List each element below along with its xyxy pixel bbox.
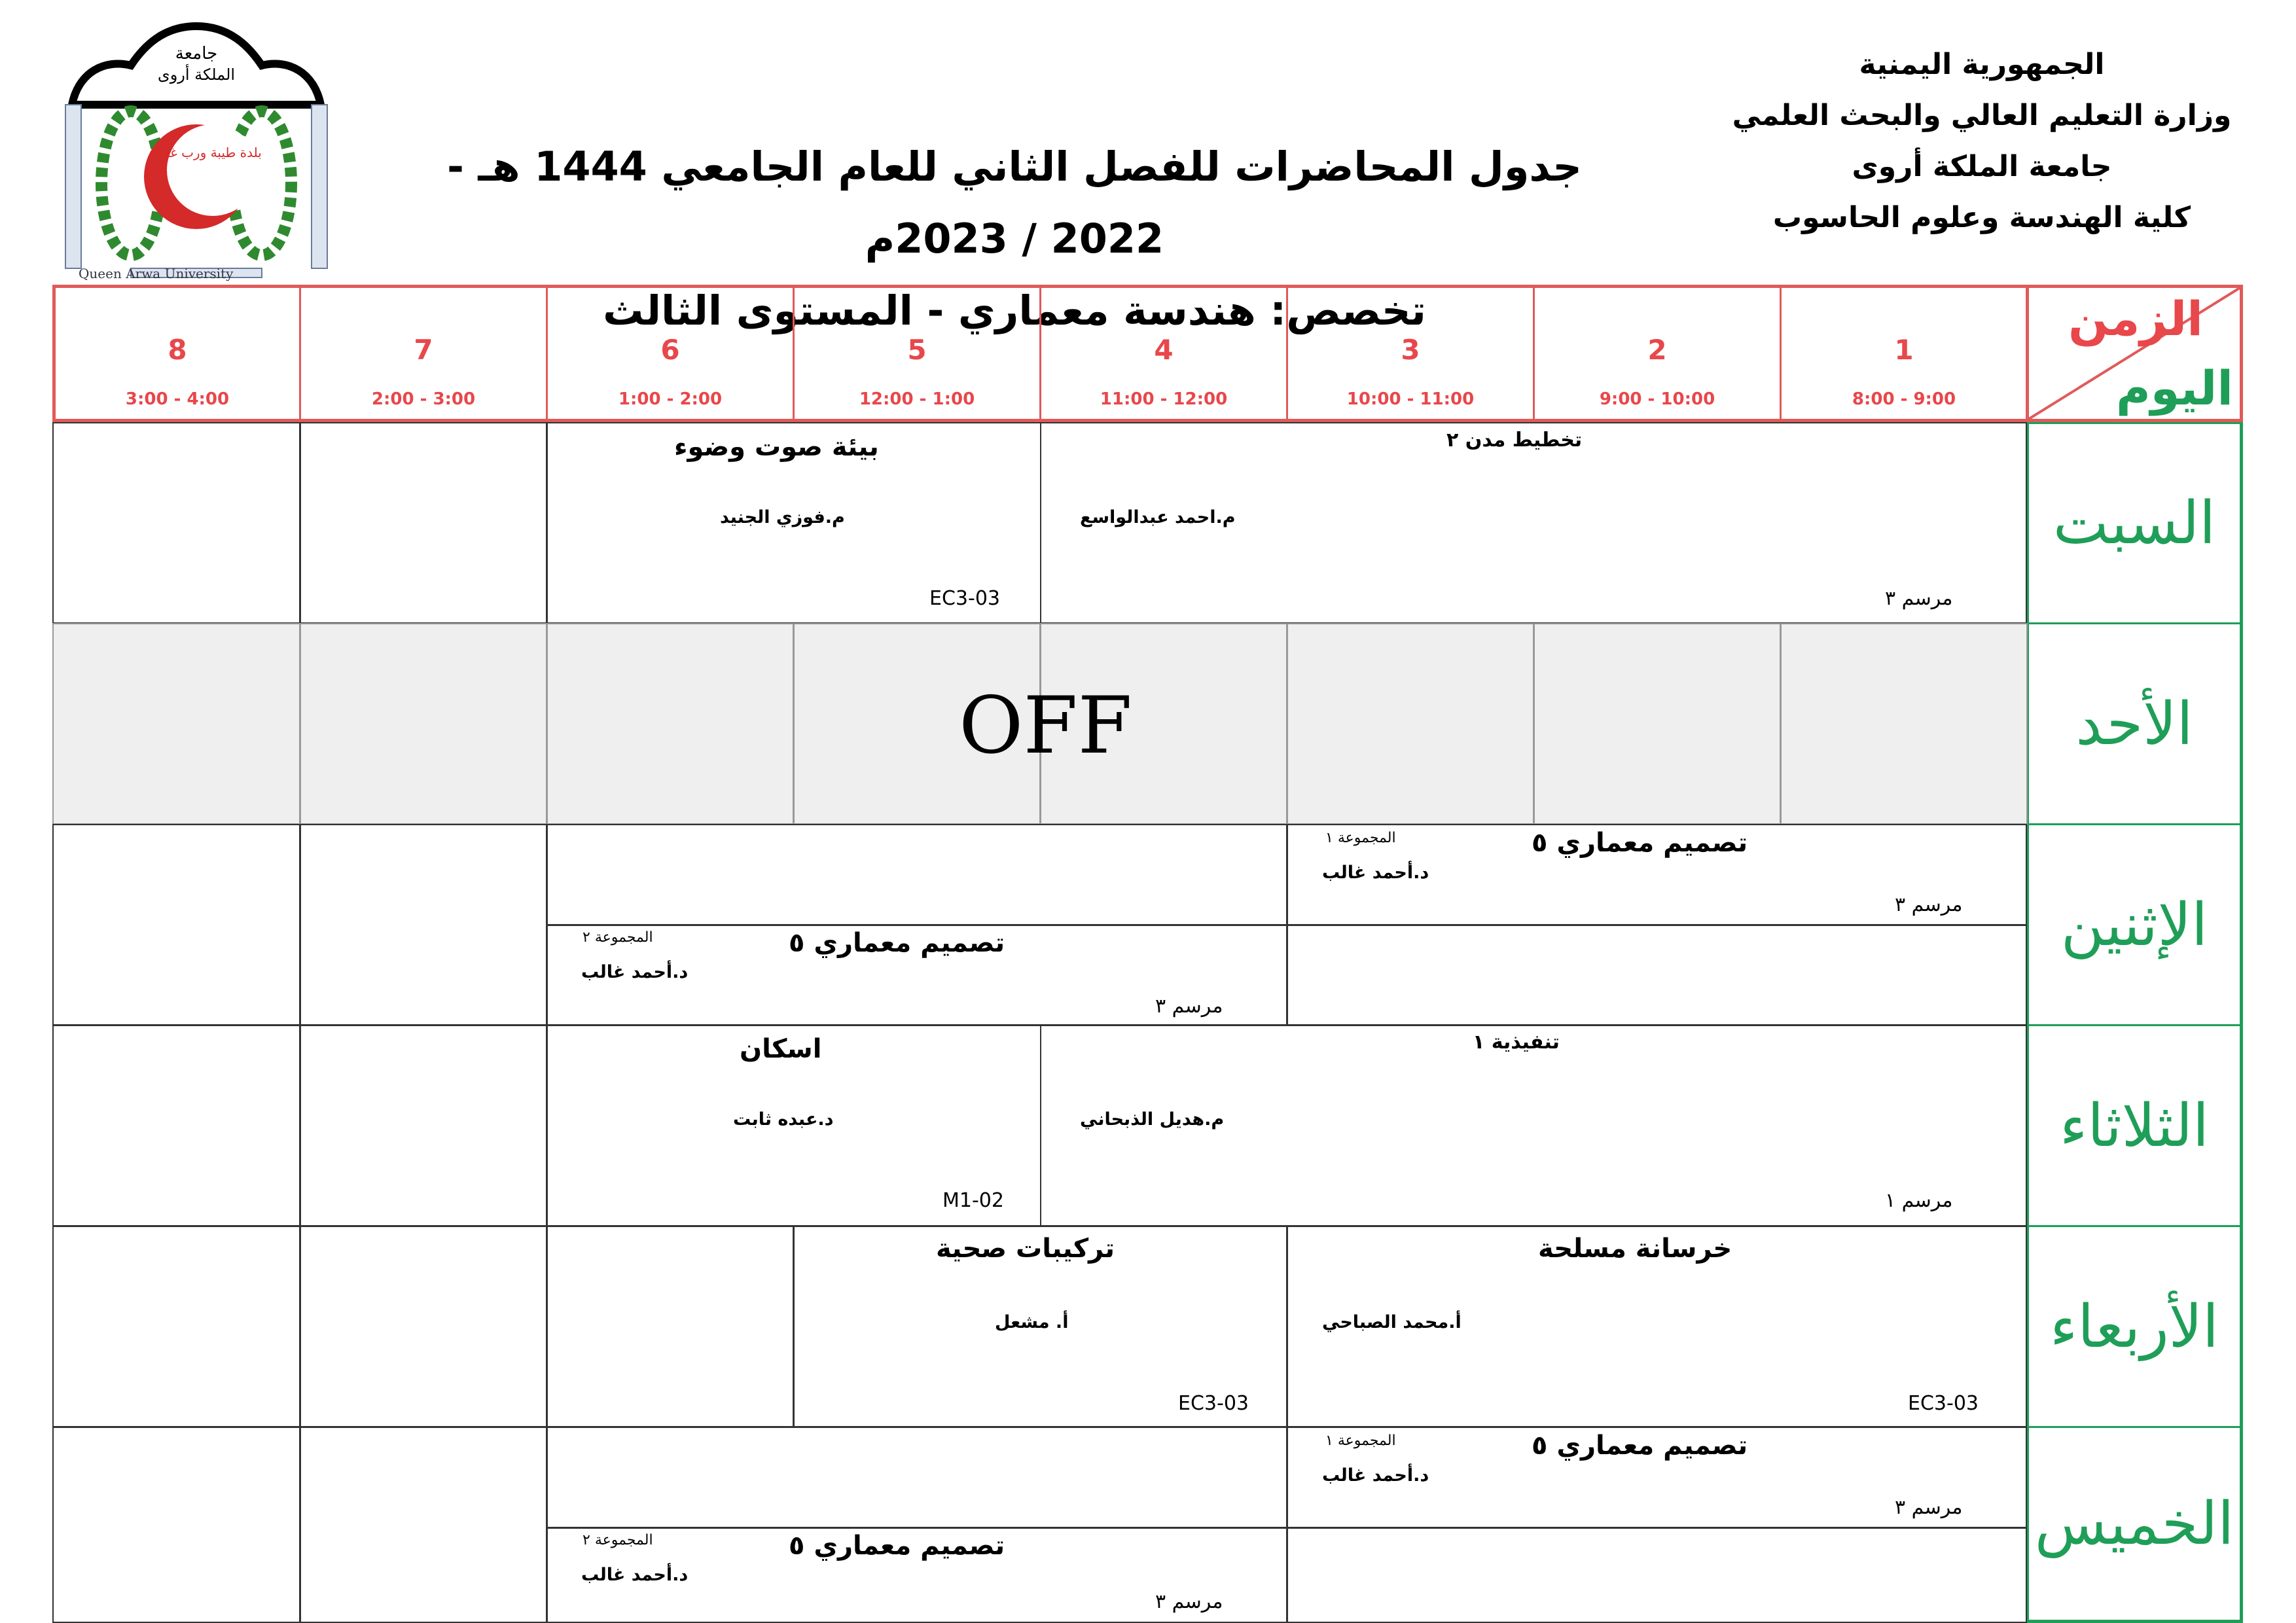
cell-mon-empty-bottom <box>1287 925 2027 1026</box>
corner-cell <box>2026 285 2243 422</box>
period-number: 1 <box>1894 334 1914 366</box>
course-title: تصميم معماري ٥ <box>789 1531 1005 1561</box>
group-label: المجموعة ١ <box>1325 1433 1396 1449</box>
day-tuesday: الثلاثاء <box>2026 1025 2243 1226</box>
period-time: 9:00 - 10:00 <box>1599 389 1715 409</box>
room-label: M1-02 <box>942 1189 1004 1212</box>
period-number: 4 <box>1154 334 1174 366</box>
cell-sat-p7 <box>300 422 547 624</box>
university-name: جامعة الملكة أروى <box>1852 150 2112 183</box>
cell-sun-p3 <box>1287 623 1534 825</box>
college-name: كلية الهندسة وعلوم الحاسوب <box>1772 201 2191 234</box>
day-thursday: الخميس <box>2026 1427 2243 1623</box>
course-title: تنفيذية ١ <box>1473 1031 1560 1054</box>
corner-time-label: الزمن <box>2068 291 2203 346</box>
cell-sun-p2 <box>1534 623 1781 825</box>
teacher-name: د.أحمد غالب <box>1322 863 1429 883</box>
period-header-1 <box>1780 285 2028 422</box>
cell-wed-p6 <box>547 1226 794 1427</box>
period-number: 3 <box>1401 334 1420 366</box>
room-label: مرسم ٣ <box>1155 995 1223 1018</box>
group-label: المجموعة ٢ <box>583 929 653 946</box>
logo-motto: بلدة طيبة ورب غفور <box>151 145 262 160</box>
course-title: تركيبات صحية <box>936 1234 1115 1264</box>
cell-sat-p8 <box>52 422 300 624</box>
room-label: مرسم ٣ <box>1155 1590 1223 1613</box>
room-label: EC3-03 <box>929 587 1000 610</box>
cell-tue-p7 <box>300 1025 547 1226</box>
period-time: 2:00 - 3:00 <box>371 389 476 409</box>
title-line-1: جدول المحاضرات للفصل الثاني للعام الجامعي 1444 هـ - 2022 / 2023م <box>447 143 1582 262</box>
period-time: 3:00 - 4:00 <box>125 389 230 409</box>
cell-sun-p1 <box>1780 623 2028 825</box>
ministry-name: وزارة التعليم العالي والبحث العلمي <box>1732 99 2232 132</box>
teacher-name: م.هديل الذبحاني <box>1080 1109 1225 1130</box>
room-label: مرسم ٣ <box>1885 587 1953 610</box>
teacher-name: د.أحمد غالب <box>581 1565 689 1585</box>
day-monday: الإثنين <box>2026 824 2243 1026</box>
logo-text-1: جامعة <box>175 44 218 63</box>
room-label: مرسم ٣ <box>1895 893 1963 916</box>
course-title: اسكان <box>740 1034 822 1064</box>
cell-thu-empty-bottom <box>1287 1527 2027 1623</box>
cell-thu-p8 <box>52 1427 300 1623</box>
teacher-name: د.أحمد غالب <box>581 962 689 982</box>
period-time: 1:00 - 2:00 <box>618 389 723 409</box>
group-label: المجموعة ١ <box>1325 830 1396 846</box>
cell-mon-empty-top <box>547 824 1287 925</box>
period-number: 7 <box>414 334 433 366</box>
period-number: 5 <box>907 334 927 366</box>
teacher-name: م.فوزي الجنيد <box>720 507 845 527</box>
period-time: 12:00 - 1:00 <box>859 389 975 409</box>
day-saturday: السبت <box>2026 422 2243 624</box>
course-title: بيئة صوت وضوء <box>674 432 879 462</box>
group-label: المجموعة ٢ <box>583 1532 653 1548</box>
cell-thu-p7 <box>300 1427 547 1623</box>
cell-mon-p7 <box>300 824 547 1026</box>
period-time: 10:00 - 11:00 <box>1346 389 1475 409</box>
room-label: EC3-03 <box>1178 1392 1249 1415</box>
logo-caption: Queen Arwa University <box>79 266 234 281</box>
period-header-6 <box>547 285 794 422</box>
cell-wed-p7 <box>300 1226 547 1427</box>
course-title: تصميم معماري ٥ <box>789 928 1005 958</box>
cell-sun-p8 <box>52 623 300 825</box>
cell-wed-p8 <box>52 1226 300 1427</box>
course-title: تصميم معماري ٥ <box>1532 1431 1748 1461</box>
title-line-2: تخصص: هندسة معماري - المستوى الثالث <box>603 287 1426 334</box>
period-number: 6 <box>660 334 680 366</box>
period-header-7 <box>300 285 547 422</box>
period-time: 11:00 - 12:00 <box>1100 389 1228 409</box>
teacher-name: أ.محمد الصباحي <box>1322 1312 1462 1332</box>
period-header-2 <box>1534 285 1781 422</box>
room-label: EC3-03 <box>1908 1392 1979 1415</box>
room-label: مرسم ١ <box>1885 1189 1953 1212</box>
period-number: 8 <box>168 334 187 366</box>
period-number: 2 <box>1647 334 1667 366</box>
republic-name: الجمهورية اليمنية <box>1859 48 2105 81</box>
teacher-name: د.عبده ثابت <box>733 1109 834 1130</box>
period-header-5 <box>793 285 1041 422</box>
period-time: 8:00 - 9:00 <box>1852 389 1956 409</box>
course-title: تخطيط مدن ٢ <box>1446 429 1583 452</box>
teacher-name: د.أحمد غالب <box>1322 1465 1429 1486</box>
course-title: تصميم معماري ٥ <box>1532 828 1748 858</box>
room-label: مرسم ٣ <box>1895 1496 1963 1519</box>
day-wednesday: الأربعاء <box>2026 1226 2243 1427</box>
cell-sun-p7 <box>300 623 547 825</box>
teacher-name: م.احمد عبدالواسع <box>1080 507 1236 527</box>
day-sunday: الأحد <box>2026 623 2243 825</box>
cell-tue-p8 <box>52 1025 300 1226</box>
cell-sun-p6 <box>547 623 794 825</box>
course-title: خرسانة مسلحة <box>1538 1234 1732 1264</box>
off-label: OFF <box>959 681 1132 772</box>
corner-day-label: اليوم <box>2115 361 2233 416</box>
logo-text-2: الملكة أروى <box>157 65 236 84</box>
teacher-name: أ. مشعل <box>995 1312 1069 1332</box>
period-header-4 <box>1040 285 1287 422</box>
cell-thu-empty-top <box>547 1427 1287 1528</box>
period-header-8 <box>52 285 300 422</box>
period-header-3 <box>1287 285 1534 422</box>
cell-mon-p8 <box>52 824 300 1026</box>
